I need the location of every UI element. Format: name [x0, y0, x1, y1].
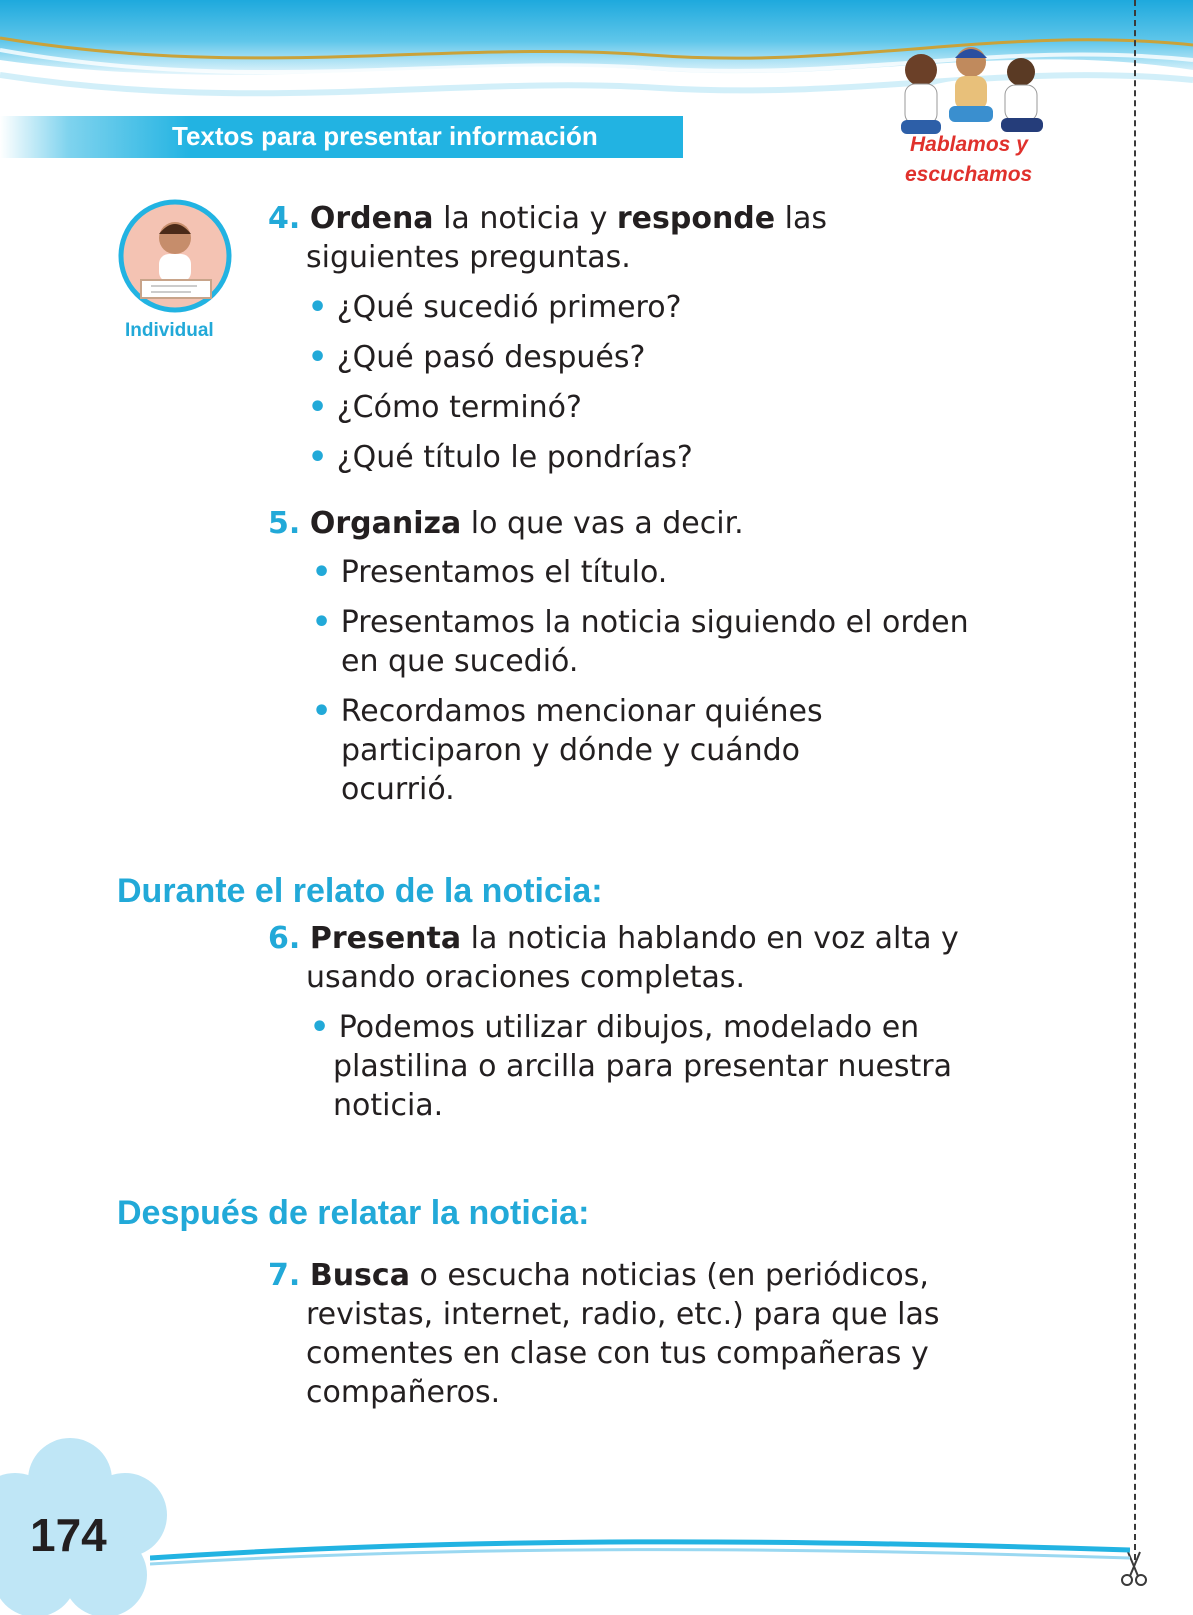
item-5-number: 5. — [268, 506, 301, 541]
item-7-line3: comentes en clase con tus compañeras y — [306, 1336, 929, 1371]
item-4-bullet-4 — [308, 438, 693, 477]
activity-label-line1: Hablamos y — [910, 133, 1028, 156]
item-7-line1 — [268, 1256, 929, 1295]
item-4-bullet-3 — [308, 388, 582, 427]
item-7-verb: Busca — [309, 1258, 410, 1293]
bullet-dot: • — [312, 694, 332, 729]
item-4-verb: Ordena — [309, 201, 434, 236]
item-7-line2: revistas, internet, radio, etc.) para que las — [306, 1297, 940, 1332]
item-5-bullet-3-line2: participaron y dónde y cuándo — [341, 733, 801, 768]
item-4-line2: siguientes preguntas. — [306, 240, 631, 275]
item-4-bullet-2-text: ¿Qué pasó después? — [336, 340, 646, 375]
item-5-bullet-2 — [312, 603, 969, 642]
item-6-verb: Presenta — [309, 921, 462, 956]
item-4-bullet-2 — [308, 338, 645, 377]
item-5-line1 — [268, 504, 744, 543]
item-7-rest: o escucha noticias (en periódicos, — [409, 1258, 929, 1293]
item-6-bullet-line2: plastilina o arcilla para presentar nuestra — [333, 1049, 953, 1084]
footer-wave — [150, 1528, 1130, 1568]
item-6-bullet — [310, 1008, 919, 1047]
item-4-bullet-1-text: ¿Qué sucedió primero? — [336, 290, 682, 325]
item-4-bullet-4-text: ¿Qué título le pondrías? — [336, 440, 693, 475]
bullet-dot: • — [312, 605, 332, 640]
bullet-dot: • — [308, 440, 328, 475]
item-5-verb: Organiza — [309, 506, 462, 541]
item-5-rest: lo que vas a decir. — [461, 506, 744, 541]
item-5-bullet-1-text: Presentamos el título. — [340, 555, 668, 590]
item-4-mid: la noticia y — [433, 201, 617, 236]
item-5-bullet-3 — [312, 692, 823, 731]
bullet-dot: • — [308, 390, 328, 425]
page-number: 174 — [30, 1509, 107, 1561]
section-title: Textos para presentar información — [172, 121, 598, 151]
item-4-rest: las — [775, 201, 828, 236]
bullet-dot: • — [308, 340, 328, 375]
item-7-number: 7. — [268, 1258, 301, 1293]
item-7-line4: compañeros. — [306, 1375, 501, 1410]
bullet-dot: • — [312, 555, 332, 590]
individual-work-icon — [117, 198, 233, 314]
item-4-number: 4. — [268, 201, 301, 236]
item-6-line2: usando oraciones completas. — [306, 960, 746, 995]
item-5-bullet-1 — [312, 553, 667, 592]
item-5-bullet-3-line3: ocurrió. — [341, 772, 455, 807]
bullet-dot: • — [310, 1010, 330, 1045]
activity-label-line2: escuchamos — [905, 163, 1033, 186]
cut-line — [1134, 0, 1136, 1560]
item-5-bullet-3-text: Recordamos mencionar quiénes — [340, 694, 823, 729]
item-6-bullet-line3: noticia. — [333, 1088, 444, 1123]
item-4-line1 — [268, 199, 827, 238]
item-4-verb2: responde — [616, 201, 776, 236]
item-4-bullet-3-text: ¿Cómo terminó? — [336, 390, 582, 425]
individual-label: Individual — [125, 320, 214, 341]
item-5-bullet-2-line2: en que sucedió. — [341, 644, 579, 679]
item-6-line1 — [268, 919, 959, 958]
heading-during: Durante el relato de la noticia: — [117, 872, 603, 910]
item-5-bullet-2-text: Presentamos la noticia siguiendo el orden — [340, 605, 969, 640]
bullet-dot: • — [308, 290, 328, 325]
heading-after: Después de relatar la noticia: — [117, 1194, 590, 1232]
item-6-rest: la noticia hablando en voz alta y — [461, 921, 959, 956]
item-4-bullet-1 — [308, 288, 682, 327]
item-6-bullet-text: Podemos utilizar dibujos, modelado en — [338, 1010, 920, 1045]
item-6-number: 6. — [268, 921, 301, 956]
